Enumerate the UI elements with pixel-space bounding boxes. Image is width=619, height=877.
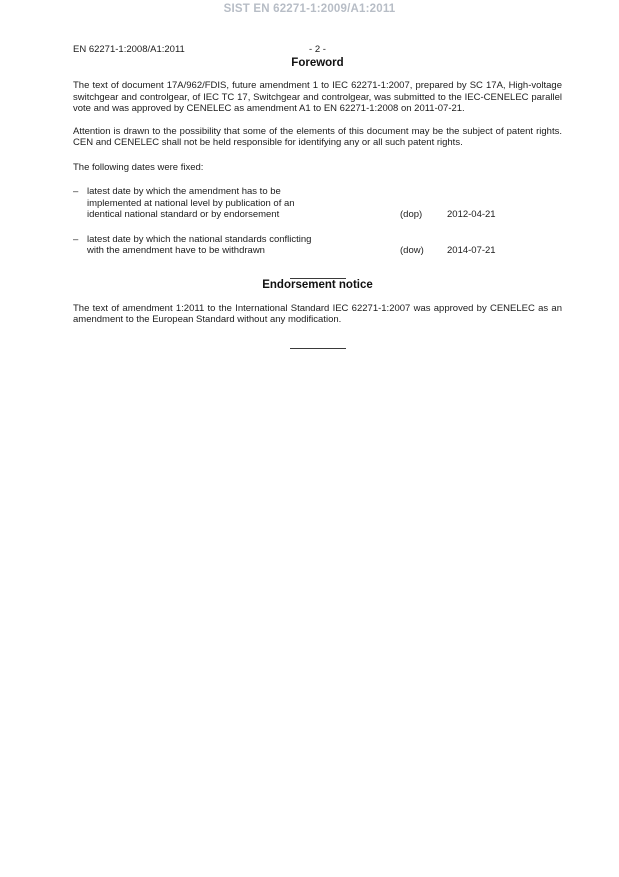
header-page-number: - 2 - xyxy=(309,44,326,55)
date-item-text: latest date by which the amendment has to be implemented at national level by publication of an identical national standard or by endorsement xyxy=(87,186,295,220)
date-item-text: latest date by which the national standards conflicting with the amendment have to be withdrawn xyxy=(87,233,312,256)
date-item-date: 2012-04-21 xyxy=(447,209,496,220)
page-header xyxy=(73,44,562,57)
list-dash: – xyxy=(73,233,79,245)
header-document-ref: EN 62271-1:2008/A1:2011 xyxy=(73,44,185,55)
date-item-dop xyxy=(73,186,562,221)
foreword-paragraph-2: Attention is drawn to the possibility that some of the elements of this document may be the subject of patent rights. CEN and CENELEC shall not be held responsible for identifying any or all such patent rights. xyxy=(73,125,562,148)
page-content xyxy=(73,0,562,349)
date-item-date: 2014-07-21 xyxy=(447,245,496,256)
watermark-title: SIST EN 62271-1:2009/A1:2011 xyxy=(223,3,396,15)
endorsement-paragraph: The text of amendment 1:2011 to the International Standard IEC 62271-1:2007 was approved by CENELEC as an amendment to the European Standard without any modification. xyxy=(73,302,562,325)
date-item-code: (dow) xyxy=(400,245,424,256)
endorsement-heading: Endorsement notice xyxy=(262,278,373,291)
section-divider xyxy=(290,348,346,349)
list-dash: – xyxy=(73,186,79,197)
foreword-heading: Foreword xyxy=(291,57,344,69)
date-item-code: (dop) xyxy=(400,209,423,220)
date-item-dow xyxy=(73,234,562,257)
dates-intro-text: The following dates were fixed: xyxy=(73,161,204,173)
foreword-paragraph-1: The text of document 17A/962/FDIS, future amendment 1 to IEC 62271-1:2007, prepared by SC 17A, High-voltage switchgear and controlgear, of IEC TC 17, Switchgear and controlgear, was submitted to the IEC-CENELEC parallel vote and was approved by CENELEC as amendment A1 to EN 62271-1:2008 on 2011-07-21. xyxy=(73,80,562,114)
